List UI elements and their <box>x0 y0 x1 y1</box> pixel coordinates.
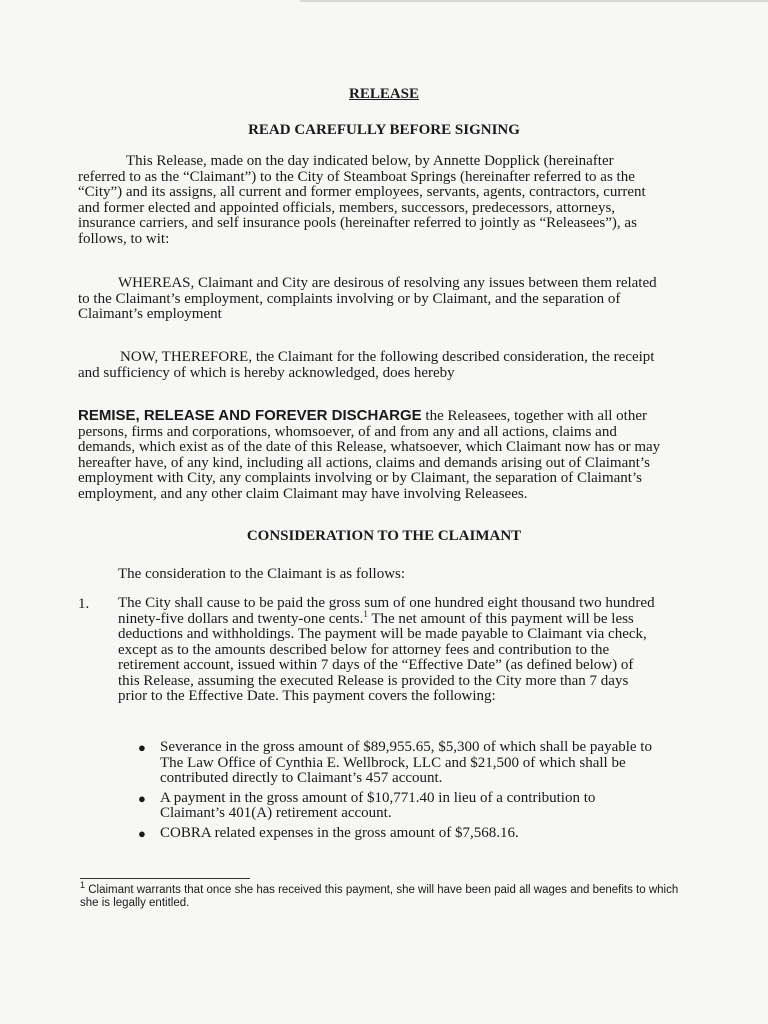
bullet-line: COBRA related expenses in the gross amount of $7,568.16. <box>160 824 519 841</box>
whereas-line: WHEREAS, Claimant and City are desirous of resolving any issues between them related <box>118 275 657 291</box>
remise-first-line <box>78 408 670 425</box>
bullet-item-401a <box>138 791 668 822</box>
item-number: 1. <box>78 596 90 612</box>
intro-line: and former elected and appointed officials, members, successors, predecessors, attorneys, <box>78 199 616 216</box>
footnote-text: Claimant warrants that once she has received this payment, she will have been paid all wages and benefits to which <box>88 884 679 896</box>
consideration-intro: The consideration to the Claimant is as follows: <box>118 566 406 582</box>
footnote <box>80 880 679 910</box>
footnote-reference[interactable]: 1 <box>363 608 368 619</box>
document-title: RELEASE <box>348 86 420 102</box>
payment-bullet-list <box>138 740 668 845</box>
bullet-line: Severance in the gross amount of $89,955.65, $5,300 of which shall be payable to <box>160 739 652 755</box>
consideration-heading: CONSIDERATION TO THE CLAIMANT <box>246 528 522 544</box>
bullet-line: contributed directly to Claimant’s 457 account. <box>160 770 443 786</box>
bullet-line: Claimant’s 401(A) retirement account. <box>160 805 392 821</box>
item-1-line <box>118 608 666 628</box>
now-therefore-line: and sufficiency of which is hereby acknowledged, does hereby <box>78 364 455 381</box>
intro-line: referred to as the “Claimant”) to the City of Steamboat Springs (hereinafter referred to as the <box>78 168 635 185</box>
now-therefore-paragraph <box>78 350 670 381</box>
bullet-icon: ● <box>138 825 146 841</box>
intro-line: follows, to wit: <box>78 230 170 247</box>
footnote-mark: 1 <box>80 880 86 891</box>
whereas-paragraph <box>78 276 670 323</box>
intro-paragraph <box>78 154 670 247</box>
bullet-icon: ● <box>138 740 146 755</box>
whereas-line: Claimant’s employment <box>78 306 222 322</box>
remise-first-rest: the Releasees, together with all other <box>421 408 647 424</box>
item-1-line: except as to the amounts described below for attorney fees and contribution to the <box>118 641 610 658</box>
item-1-line: this Release, assuming the executed Release is provided to the City more than 7 days <box>118 672 629 689</box>
item-1-line-text: The net amount of this payment will be less <box>367 610 634 627</box>
remise-line: persons, firms and corporations, whomsoever, of and from any and all actions, claims and <box>78 423 617 440</box>
item-1-line-text: ninety-five dollars and twenty-one cents. <box>118 610 364 627</box>
bullet-icon: ● <box>138 790 146 806</box>
intro-line: This Release, made on the day indicated below, by Annette Dopplick (hereinafter <box>126 153 614 169</box>
intro-line: “City”) and its assigns, all current and former employees, servants, agents, contractors, current <box>78 184 646 200</box>
remise-bold-text: REMISE, RELEASE AND FOREVER DISCHARGE <box>78 407 422 424</box>
bullet-item-cobra <box>138 826 668 842</box>
remise-line: employment with City, any complaints involving or by Claimant, the separation of Claimant’s <box>78 470 642 486</box>
bullet-line: A payment in the gross amount of $10,771.40 in lieu of a contribution to <box>160 789 596 806</box>
intro-line: insurance carriers, and self insurance pools (hereinafter referred to jointly as “Releasees”), as <box>78 215 637 231</box>
remise-line: demands, which exist as of the date of this Release, whatsoever, which Claimant now has or may <box>78 439 661 455</box>
item-1-line: deductions and withholdings. The payment will be made payable to Claimant via check, <box>118 626 647 642</box>
item-1-line: prior to the Effective Date. This payment covers the following: <box>118 688 496 704</box>
bullet-item-severance <box>138 740 668 787</box>
remise-line: hereafter have, of any kind, including all actions, claims and demands arising out of Claimant’s <box>78 454 650 471</box>
item-1-line: retirement account, issued within 7 days of the “Effective Date” (as defined below) of <box>118 657 634 673</box>
page-edge <box>300 0 768 2</box>
footnote-line: she is legally entitled. <box>80 897 190 909</box>
item-1-paragraph <box>118 596 666 705</box>
item-1-line: The City shall cause to be paid the gross sum of one hundred eight thousand two hundred <box>118 595 655 611</box>
footnote-divider <box>80 878 250 879</box>
remise-line: employment, and any other claim Claimant may have involving Releasees. <box>78 485 528 502</box>
now-therefore-line: NOW, THEREFORE, the Claimant for the following described consideration, the receipt <box>120 349 655 365</box>
remise-paragraph <box>78 408 670 502</box>
bullet-line: The Law Office of Cynthia E. Wellbrock, LLC and $21,500 of which shall be <box>160 754 626 771</box>
whereas-line: to the Claimant’s employment, complaints involving or by Claimant, and the separation of <box>78 290 621 307</box>
footnote-line <box>80 880 679 897</box>
document-subtitle: READ CAREFULLY BEFORE SIGNING <box>248 122 520 138</box>
